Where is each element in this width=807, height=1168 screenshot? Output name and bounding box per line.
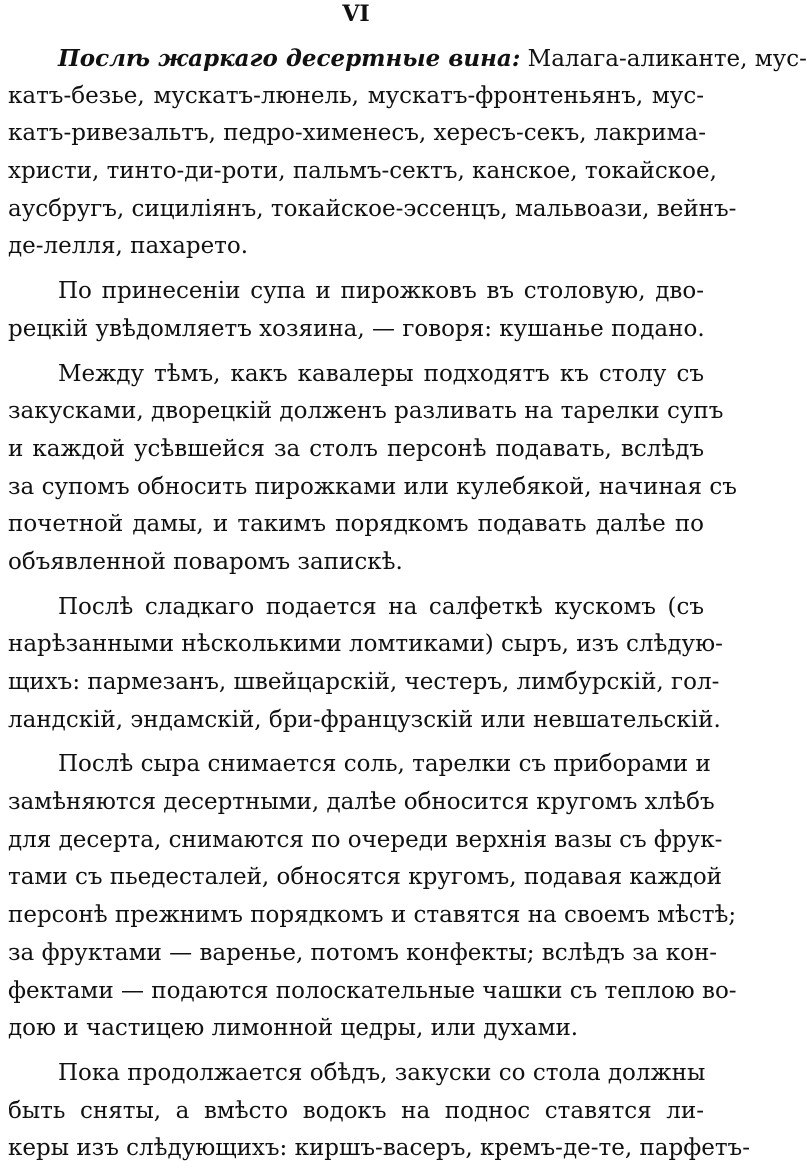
- text-line: для десерта, снимаются по очереди верхнiя вазы съ фрук-: [8, 826, 723, 853]
- text-line: аусбругъ, сицилiянъ, токайское-эссенцъ, мальвоази, вейнъ-: [8, 195, 737, 222]
- text-line: и каждой усѣвшейся за столъ персонѣ подавать, вслѣдъ: [8, 435, 704, 462]
- text-line: почетной дамы, и такимъ порядкомъ подавать далѣе по: [8, 511, 704, 538]
- paragraph-dessert-service: [8, 746, 737, 1048]
- page-number: VI: [342, 1, 370, 27]
- paragraph-soup-served: [8, 273, 704, 348]
- text-line: фектами — подаются полоскательные чашки съ теплою во-: [8, 977, 737, 1004]
- text-line: рецкiй увѣдомляетъ хозяина, — говоря: кушанье подано.: [8, 315, 705, 342]
- text-line: за супомъ обносить пирожками или кулебякой, начиная съ: [8, 473, 737, 500]
- paragraph-lead: Послѣ жаркаго десертные вина:: [58, 45, 521, 72]
- paragraph-cheese: [8, 589, 723, 740]
- paragraph-liqueurs: [8, 1055, 750, 1168]
- text-line: объявленной поваромъ запискѣ.: [8, 548, 403, 575]
- text-line: катъ-ривезальтъ, педро-хименесъ, хересъ-секъ, лакрима-: [8, 120, 706, 147]
- text-line: закусками, дворецкiй долженъ разливать на тарелки супъ: [8, 398, 724, 425]
- line-rest: Малага-аликанте, мус-: [520, 46, 807, 72]
- paragraph-dessert-wines: [8, 40, 807, 266]
- text-line: персонѣ прежнимъ порядкомъ и ставятся на своемъ мѣстѣ;: [8, 902, 737, 929]
- text-line: замѣняются десертными, далѣе обносится кругомъ хлѣбъ: [8, 789, 715, 816]
- text-line: катъ-безье, мускатъ-люнель, мускатъ-фронтеньянъ, мус-: [8, 82, 704, 109]
- text-line: По принесенiи супа и пирожковъ въ столовую, дво-: [58, 278, 704, 305]
- text-line: христи, тинто-ди-роти, пальмъ-сектъ, канское, токайское,: [8, 158, 717, 185]
- text-line: тами съ пьедесталей, обносятся кругомъ, подавая каждой: [8, 864, 722, 891]
- paragraph-seating: [8, 356, 737, 582]
- text-line: Послѣ сыра снимается соль, тарелки съ приборами и: [58, 751, 711, 778]
- text-line: керы изъ слѣдующихъ: киршъ-васеръ, кремъ-де-те, парфетъ-: [8, 1135, 750, 1162]
- text-line: нарѣзанными нѣсколькими ломтиками) сыръ, изъ слѣдую-: [8, 631, 723, 658]
- text-line: [8, 40, 807, 78]
- text-line: дою и частицею лимонной цедры, или духами.: [8, 1015, 579, 1042]
- text-line: ландскiй, эндамскiй, бри-французскiй или невшательскiй.: [8, 706, 721, 733]
- page-text: [8, 40, 807, 1168]
- text-line: за фруктами — варенье, потомъ конфекты; вслѣдъ за кон-: [8, 939, 718, 966]
- text-line: де-лелля, пахарето.: [8, 233, 249, 260]
- text-line: Между тѣмъ, какъ кавалеры подходятъ къ столу съ: [58, 360, 704, 387]
- text-line: Пока продолжается обѣдъ, закуски со стола должны: [58, 1059, 706, 1086]
- text-line: быть сняты, а вмѣсто водокъ на поднос ставятся ли-: [8, 1097, 704, 1124]
- text-line: щихъ: пармезанъ, швейцарскiй, честеръ, лимбурскiй, гол-: [8, 669, 720, 695]
- text-line: Послѣ сладкаго подается на салфеткѣ кускомъ (съ: [58, 593, 704, 620]
